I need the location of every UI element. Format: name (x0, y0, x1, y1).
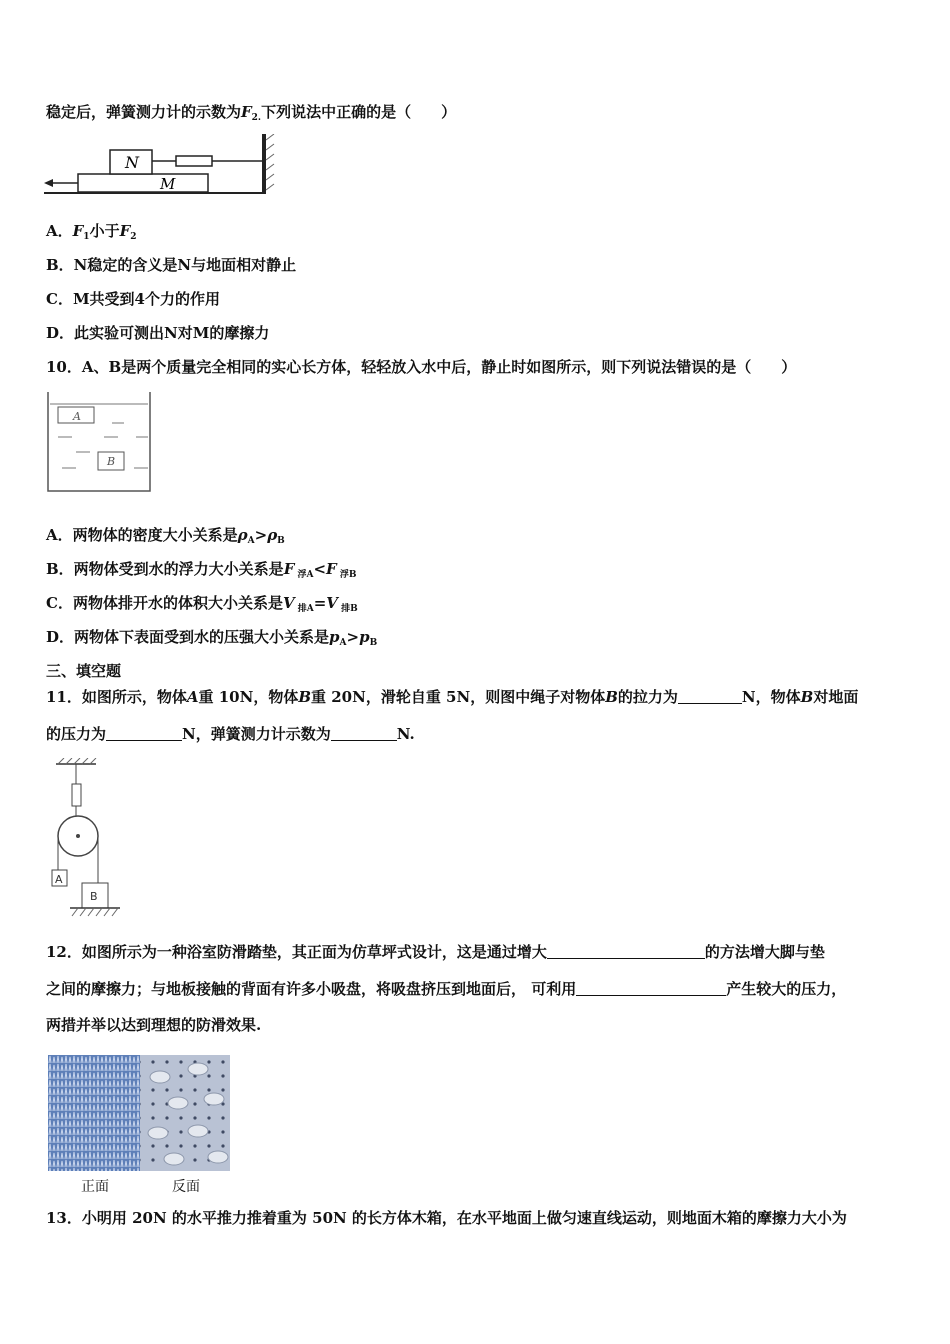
q11-text: 对地面 (813, 688, 859, 706)
q11-text: N，弹簧测力计示数为 (182, 725, 331, 743)
var-f1: F (72, 222, 84, 240)
answer-blank[interactable] (331, 726, 397, 741)
var-a: A (186, 688, 199, 706)
relation-op: < (313, 560, 327, 578)
caption-back: 反面 (172, 1179, 200, 1195)
var-sub: 排B (337, 604, 358, 614)
q11-text: N. (396, 725, 415, 743)
answer-blank[interactable] (678, 689, 742, 704)
q10-option-c (46, 593, 358, 619)
q9-option-b: B．N稳定的含义是N与地面相对静止 (46, 256, 297, 274)
q12-figure (48, 1055, 230, 1173)
fig10-label-a: A (73, 410, 81, 423)
q9-figure (44, 134, 284, 198)
var-f1-sub: 1 (83, 232, 90, 242)
var-f2-sub: 2 (130, 232, 137, 242)
var-v-b: V (326, 594, 338, 612)
var-b: B (800, 688, 814, 706)
var-p-a: p (329, 628, 340, 646)
q11-line-1 (46, 687, 858, 707)
q11-text: 的压力为 (46, 725, 107, 743)
fig9-label-m: M (160, 175, 176, 193)
answer-blank[interactable] (576, 981, 726, 996)
q9-stem-text: 稳定后，弹簧测力计的示数为 (46, 103, 242, 121)
answer-blank[interactable] (547, 944, 705, 959)
q9-option-a (46, 221, 137, 247)
q10-option-d (46, 627, 377, 653)
q12-text: 之间的摩擦力；与地板接触的背面有许多小吸盘，将吸盘挤压到地面后， 可利用 (46, 980, 577, 998)
q12-line-3: 两措并举以达到理想的防滑效果. (46, 1016, 262, 1034)
var-sub: 排A (294, 604, 314, 614)
var-p-b: p (359, 628, 370, 646)
var-f-a: F (283, 560, 295, 578)
var-sub: 浮B (336, 570, 357, 580)
var-b: B (298, 688, 312, 706)
option-prefix: C．两物体排开水的体积大小关系是 (46, 594, 283, 612)
option-prefix: A．两物体的密度大小关系是 (46, 526, 238, 544)
q12-text: 的方法增大脚与垫 (704, 943, 825, 961)
fig11-label-a: A (55, 873, 63, 886)
q9-option-d: D．此实验可测出N对M的摩擦力 (46, 324, 270, 342)
q10-stem: 10．A、B是两个质量完全相同的实心长方体，轻轻放入水中后，静止时如图所示，则下列说法错误的是（ ） (46, 358, 797, 376)
section-heading: 三、填空题 (46, 662, 122, 680)
q11-figure (44, 758, 128, 924)
var-rho-b: ρ (267, 526, 278, 544)
q9-var-sub: 2. (251, 113, 262, 123)
relation-op: > (346, 628, 360, 646)
q12-text: 12．如图所示为一种浴室防滑踏垫，其正面为仿草坪式设计，这是通过增大 (46, 943, 547, 961)
var-sub: B (277, 536, 285, 546)
caption-front: 正面 (81, 1179, 109, 1195)
var-sub: 浮A (294, 570, 314, 580)
option-prefix: B．两物体受到水的浮力大小关系是 (46, 560, 284, 578)
q11-text: 的拉力为 (617, 688, 678, 706)
var-b: B (605, 688, 618, 706)
var-v-a: V (282, 594, 295, 612)
q10-option-b (46, 559, 356, 585)
q9-stem (46, 102, 456, 128)
q12-line-1 (46, 942, 825, 962)
fig10-label-b: B (107, 455, 116, 468)
answer-blank[interactable] (106, 726, 182, 741)
relation-op: = (313, 594, 327, 612)
option-prefix: A． (46, 222, 73, 240)
fig11-label-b: B (90, 890, 98, 903)
q13-stem: 13．小明用 20N 的水平推力推着重为 50N 的长方体木箱，在水平地面上做匀速直线运动，则地面木箱的摩擦力大小为 (46, 1209, 847, 1227)
option-relation: 小于 (89, 222, 120, 240)
var-f-b: F (326, 560, 337, 578)
var-sub: A (339, 638, 347, 648)
option-prefix: D．两物体下表面受到水的压强大小关系是 (46, 628, 330, 646)
q11-line-2 (46, 724, 415, 744)
q11-text: 重 10N，物体 (198, 688, 299, 706)
relation-op: > (254, 526, 268, 544)
var-sub: A (247, 536, 255, 546)
var-sub: B (369, 638, 378, 648)
q11-text: 重 20N，滑轮自重 5N，则图中绳子对物体 (311, 688, 606, 706)
q9-var: F (241, 103, 252, 121)
var-f2: F (119, 222, 131, 240)
q9-stem-end: 下列说法中正确的是（ ） (261, 103, 457, 121)
q10-option-a (46, 525, 285, 551)
q12-text: 产生较大的压力， (726, 980, 847, 998)
var-rho-a: ρ (237, 526, 248, 544)
q12-line-2 (46, 979, 846, 999)
q11-text: N，物体 (741, 688, 801, 706)
fig9-label-n: N (125, 153, 139, 172)
mat-front-image (48, 1055, 140, 1171)
q11-text: 11．如图所示，物体 (46, 688, 187, 706)
q10-figure (44, 392, 154, 494)
q9-option-c: C．M共受到4个力的作用 (46, 290, 220, 308)
